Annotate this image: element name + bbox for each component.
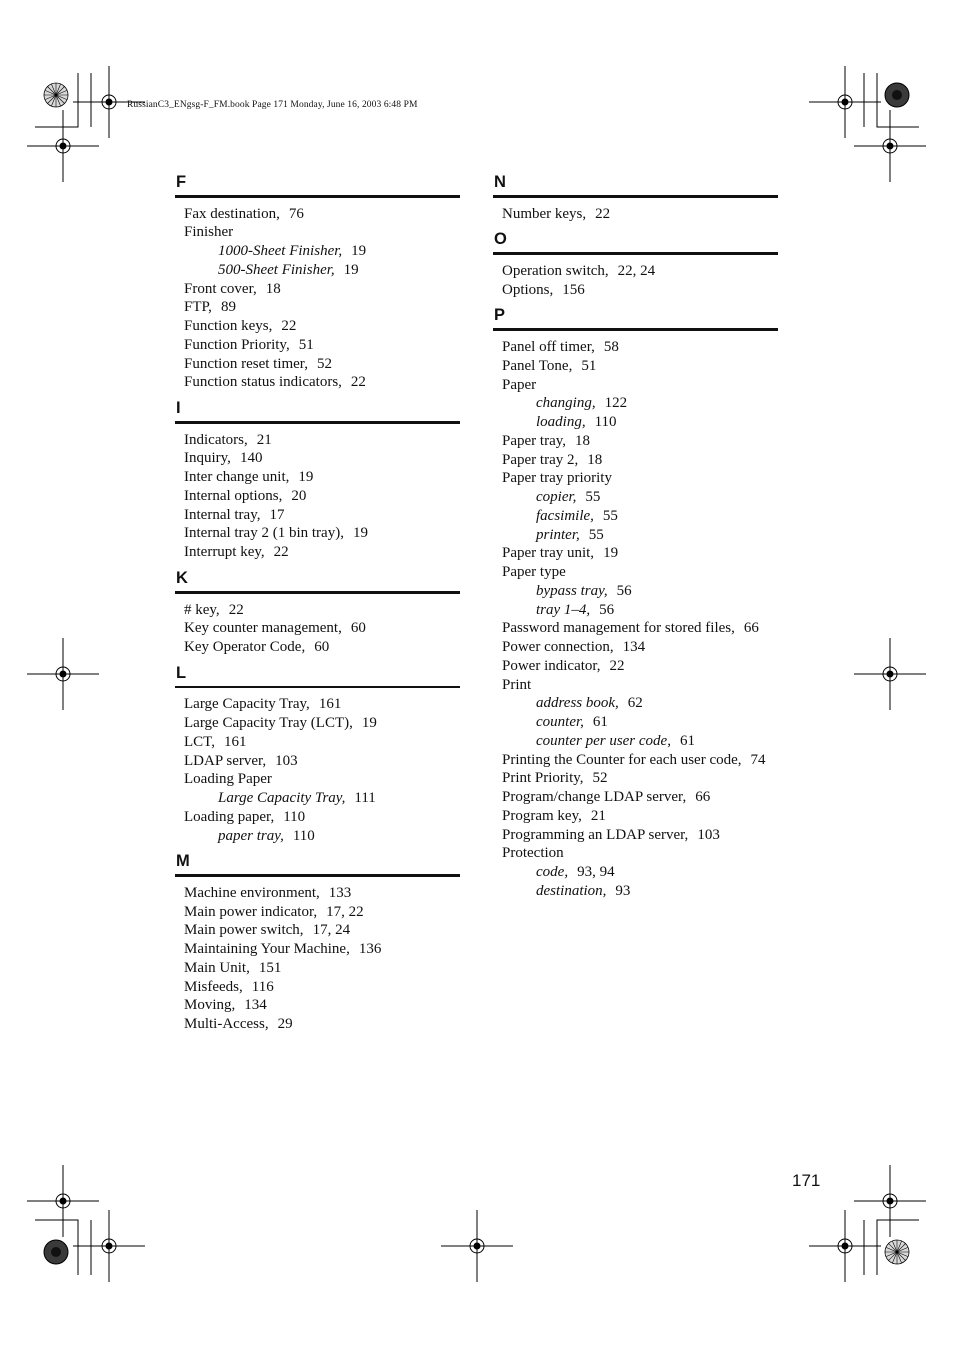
entry-term: changing, xyxy=(536,395,596,412)
entry-pages: 93 xyxy=(615,882,631,899)
index-entry xyxy=(493,844,778,863)
section-letter: I xyxy=(176,399,181,418)
entry-pages: 66 xyxy=(743,620,759,637)
index-entry xyxy=(175,205,460,224)
section-divider xyxy=(175,591,460,594)
entry-pages: 22 xyxy=(281,318,297,335)
index-entry xyxy=(175,752,460,771)
section-letter: O xyxy=(494,230,507,249)
section-letter: F xyxy=(176,173,187,191)
index-entry xyxy=(175,280,460,299)
section-divider xyxy=(175,421,460,424)
entry-pages: 22 xyxy=(350,374,366,391)
section-letter: P xyxy=(494,306,506,325)
entry-term: LCT, xyxy=(184,733,215,750)
entry-pages: 19 xyxy=(603,545,619,562)
entry-term: Paper tray, xyxy=(502,432,566,449)
entry-pages: 134 xyxy=(244,997,267,1014)
entry-term: Loading paper, xyxy=(184,808,275,825)
index-entry xyxy=(175,714,460,733)
entry-term: printer, xyxy=(536,526,580,543)
entry-pages: 19 xyxy=(298,469,314,486)
entry-term: 500-Sheet Finisher, xyxy=(218,261,335,278)
index-entry xyxy=(493,281,778,300)
entry-term: Options, xyxy=(502,281,554,298)
entry-term: Programming an LDAP server, xyxy=(502,826,689,843)
entry-term: Function status indicators, xyxy=(184,374,342,391)
entry-pages: 55 xyxy=(585,489,601,506)
entry-term: Interrupt key, xyxy=(184,544,265,561)
entry-pages: 51 xyxy=(581,357,597,374)
index-subentry xyxy=(493,582,778,601)
index-entry xyxy=(175,223,460,242)
index-entry xyxy=(175,1015,460,1034)
entry-pages: 29 xyxy=(277,1016,293,1033)
section-letter: L xyxy=(176,663,187,682)
entry-term: Paper tray priority xyxy=(502,470,612,487)
entry-pages: 103 xyxy=(697,826,720,843)
index-entry xyxy=(175,959,460,978)
entry-term: Inquiry, xyxy=(184,450,231,467)
index-entry xyxy=(175,449,460,468)
entry-pages: 60 xyxy=(314,639,330,656)
entry-pages: 18 xyxy=(575,432,590,449)
index-section-o xyxy=(493,229,778,299)
entry-pages: 110 xyxy=(292,827,315,844)
entry-term: Program/change LDAP server, xyxy=(502,789,687,806)
entry-term: paper tray, xyxy=(218,827,284,844)
entry-pages: 21 xyxy=(256,431,272,448)
entry-pages: 116 xyxy=(251,978,274,995)
entry-term: Paper xyxy=(502,376,537,393)
entry-pages: 52 xyxy=(316,355,332,372)
entry-pages: 22 xyxy=(273,544,289,561)
entry-term: copier, xyxy=(536,489,577,506)
entry-term: Maintaining Your Machine, xyxy=(184,941,350,958)
entry-term: Main power switch, xyxy=(184,922,304,939)
entry-term: Panel Tone, xyxy=(502,357,573,374)
entry-pages: 51 xyxy=(298,336,314,353)
entry-term: 1000-Sheet Finisher, xyxy=(218,243,343,260)
entry-term: Finisher xyxy=(184,224,234,241)
entry-term: Function reset timer, xyxy=(184,355,308,372)
entry-pages: 22 xyxy=(228,601,244,618)
index-subentry xyxy=(493,394,778,413)
entry-pages: 21 xyxy=(590,807,606,824)
entry-pages: 18 xyxy=(265,280,281,297)
index-subentry xyxy=(493,488,778,507)
index-entry xyxy=(175,601,460,620)
section-letter: M xyxy=(176,852,190,871)
entry-pages: 56 xyxy=(616,582,632,599)
index-entry xyxy=(175,317,460,336)
index-section-i xyxy=(175,398,460,562)
entry-term: # key, xyxy=(184,601,220,618)
entry-term: Program key, xyxy=(502,807,582,824)
index-entry xyxy=(493,469,778,488)
index-entry xyxy=(175,903,460,922)
entry-pages: 66 xyxy=(695,789,711,806)
entry-term: Moving, xyxy=(184,997,236,1014)
entry-term: Panel off timer, xyxy=(502,339,595,356)
index-entry xyxy=(175,884,460,903)
index-entry xyxy=(175,921,460,940)
entry-term: Key counter management, xyxy=(184,620,342,637)
index-entry xyxy=(175,638,460,657)
entry-pages: 93, 94 xyxy=(577,864,615,881)
index-entry xyxy=(175,373,460,392)
index-entry xyxy=(175,770,460,789)
index-entry xyxy=(175,468,460,487)
entry-pages: 22 xyxy=(609,657,625,674)
index-entry xyxy=(175,487,460,506)
index-entry xyxy=(493,619,778,638)
entry-pages: 17, 22 xyxy=(326,903,364,920)
entry-pages: 61 xyxy=(592,714,608,731)
entry-term: Print Priority, xyxy=(502,770,584,787)
entry-term: Fax destination, xyxy=(184,205,280,222)
index-subentry xyxy=(175,827,460,846)
entry-pages: 134 xyxy=(622,639,646,656)
entry-pages: 62 xyxy=(627,695,643,712)
index-column-right xyxy=(493,172,778,901)
entry-term: Large Capacity Tray, xyxy=(184,696,310,713)
entry-pages: 110 xyxy=(594,414,617,431)
index-subentry xyxy=(493,732,778,751)
entry-term: LDAP server, xyxy=(184,752,267,769)
entry-term: Power connection, xyxy=(502,639,614,656)
entry-term: Power indicator, xyxy=(502,657,601,674)
index-entry xyxy=(493,338,778,357)
section-divider xyxy=(175,195,460,198)
page-number: 171 xyxy=(792,1171,821,1190)
entry-pages: 156 xyxy=(562,281,585,298)
index-entry xyxy=(493,638,778,657)
entry-pages: 18 xyxy=(587,451,603,468)
index-section-f xyxy=(175,172,460,392)
entry-pages: 52 xyxy=(592,770,608,787)
entry-term: Front cover, xyxy=(184,280,257,297)
index-subentry xyxy=(493,601,778,620)
index-entry xyxy=(175,506,460,525)
entry-term: Misfeeds, xyxy=(184,978,243,995)
index-entry xyxy=(493,376,778,395)
entry-pages: 60 xyxy=(350,620,366,637)
index-subentry xyxy=(175,242,460,261)
index-entry xyxy=(493,769,778,788)
entry-pages: 161 xyxy=(318,696,342,713)
entry-pages: 161 xyxy=(223,733,247,750)
index-entry xyxy=(493,205,778,224)
entry-term: Password management for stored files, xyxy=(502,620,735,637)
entry-pages: 22, 24 xyxy=(617,262,656,279)
entry-term: Machine environment, xyxy=(184,884,320,901)
index-entry xyxy=(175,524,460,543)
entry-term: Main power indicator, xyxy=(184,903,318,920)
entry-term: Large Capacity Tray (LCT), xyxy=(184,715,353,732)
entry-term: code, xyxy=(536,864,569,881)
entry-term: counter per user code, xyxy=(536,732,671,749)
section-divider xyxy=(493,252,778,255)
index-entry xyxy=(175,298,460,317)
entry-pages: 17 xyxy=(269,506,285,523)
index-section-m xyxy=(175,851,460,1034)
entry-term: Printing the Counter for each user code, xyxy=(502,751,742,768)
index-entry xyxy=(175,336,460,355)
entry-pages: 76 xyxy=(288,205,304,222)
index-entry xyxy=(493,751,778,770)
section-divider xyxy=(175,874,460,877)
entry-term: Operation switch, xyxy=(502,262,609,279)
entry-term: Large Capacity Tray, xyxy=(218,790,346,807)
entry-term: Function Priority, xyxy=(184,336,290,353)
index-entry xyxy=(175,543,460,562)
entry-term: loading, xyxy=(536,414,586,431)
entry-pages: 22 xyxy=(595,205,611,222)
entry-pages: 110 xyxy=(283,808,306,825)
section-letter: K xyxy=(176,568,188,587)
entry-pages: 151 xyxy=(258,959,282,976)
entry-term: Protection xyxy=(502,845,564,862)
entry-term: facsimile, xyxy=(536,507,594,524)
entry-term: Multi-Access, xyxy=(184,1016,269,1033)
index-entry xyxy=(175,431,460,450)
index-entry xyxy=(175,733,460,752)
entry-term: Indicators, xyxy=(184,431,248,448)
entry-term: Print xyxy=(502,676,532,693)
index-section-k xyxy=(175,568,460,657)
index-entry xyxy=(175,978,460,997)
entry-pages: 103 xyxy=(275,752,298,769)
index-subentry xyxy=(175,789,460,808)
entry-term: Inter change unit, xyxy=(184,469,290,486)
index-entry xyxy=(175,619,460,638)
entry-pages: 19 xyxy=(361,715,377,732)
book-header-line: RussianC3_ENgsg-F_FM.book Page 171 Monday, June 16, 2003 6:48 PM xyxy=(127,100,418,110)
section-letter: N xyxy=(494,173,506,191)
entry-pages: 17, 24 xyxy=(312,922,351,939)
index-subentry xyxy=(493,526,778,545)
entry-pages: 140 xyxy=(239,450,263,467)
index-entry xyxy=(175,996,460,1015)
index-section-n xyxy=(493,172,778,223)
entry-term: Internal tray, xyxy=(184,506,261,523)
index-subentry xyxy=(493,713,778,732)
index-entry xyxy=(493,676,778,695)
section-divider xyxy=(493,195,778,198)
entry-term: Number keys, xyxy=(502,205,587,222)
section-divider xyxy=(175,686,460,689)
entry-pages: 20 xyxy=(291,487,307,504)
entry-pages: 19 xyxy=(351,243,367,260)
index-entry xyxy=(493,826,778,845)
entry-pages: 136 xyxy=(358,941,382,958)
entry-term: Function keys, xyxy=(184,318,273,335)
index-entry xyxy=(175,355,460,374)
entry-term: Main Unit, xyxy=(184,959,250,976)
entry-term: destination, xyxy=(536,882,607,899)
entry-term: Internal options, xyxy=(184,487,283,504)
index-entry xyxy=(493,563,778,582)
entry-pages: 58 xyxy=(603,339,619,356)
entry-pages: 19 xyxy=(352,525,368,542)
index-entry xyxy=(493,807,778,826)
entry-pages: 55 xyxy=(602,507,618,524)
index-entry xyxy=(493,544,778,563)
entry-pages: 122 xyxy=(604,395,628,412)
index-entry xyxy=(175,695,460,714)
section-divider xyxy=(493,328,778,331)
index-entry xyxy=(175,940,460,959)
index-subentry xyxy=(493,863,778,882)
index-subentry xyxy=(493,507,778,526)
entry-term: address book, xyxy=(536,695,619,712)
entry-pages: 55 xyxy=(588,526,604,543)
entry-term: Internal tray 2 (1 bin tray), xyxy=(184,525,344,542)
entry-pages: 111 xyxy=(354,790,376,807)
entry-pages: 89 xyxy=(220,299,236,316)
entry-term: Key Operator Code, xyxy=(184,639,306,656)
index-subentry xyxy=(175,261,460,280)
index-subentry xyxy=(493,882,778,901)
index-entry xyxy=(493,451,778,470)
entry-term: Loading Paper xyxy=(184,771,272,788)
index-entry xyxy=(493,788,778,807)
index-entry xyxy=(493,432,778,451)
entry-term: Paper tray 2, xyxy=(502,451,579,468)
entry-pages: 133 xyxy=(328,884,352,901)
index-subentry xyxy=(493,694,778,713)
index-entry xyxy=(493,657,778,676)
index-section-p xyxy=(493,305,778,900)
index-column-left xyxy=(175,172,460,1034)
entry-pages: 61 xyxy=(679,732,695,749)
index-subentry xyxy=(493,413,778,432)
entry-pages: 74 xyxy=(750,751,766,768)
entry-term: tray 1–4, xyxy=(536,601,591,618)
index-entry xyxy=(175,808,460,827)
entry-term: FTP, xyxy=(184,299,212,316)
entry-term: bypass tray, xyxy=(536,582,608,599)
entry-term: Paper tray unit, xyxy=(502,545,595,562)
index-entry xyxy=(493,262,778,281)
entry-pages: 56 xyxy=(599,601,615,618)
entry-term: Paper type xyxy=(502,564,566,581)
index-entry xyxy=(493,357,778,376)
entry-pages: 19 xyxy=(343,261,359,278)
index-section-l xyxy=(175,663,460,846)
entry-term: counter, xyxy=(536,714,584,731)
